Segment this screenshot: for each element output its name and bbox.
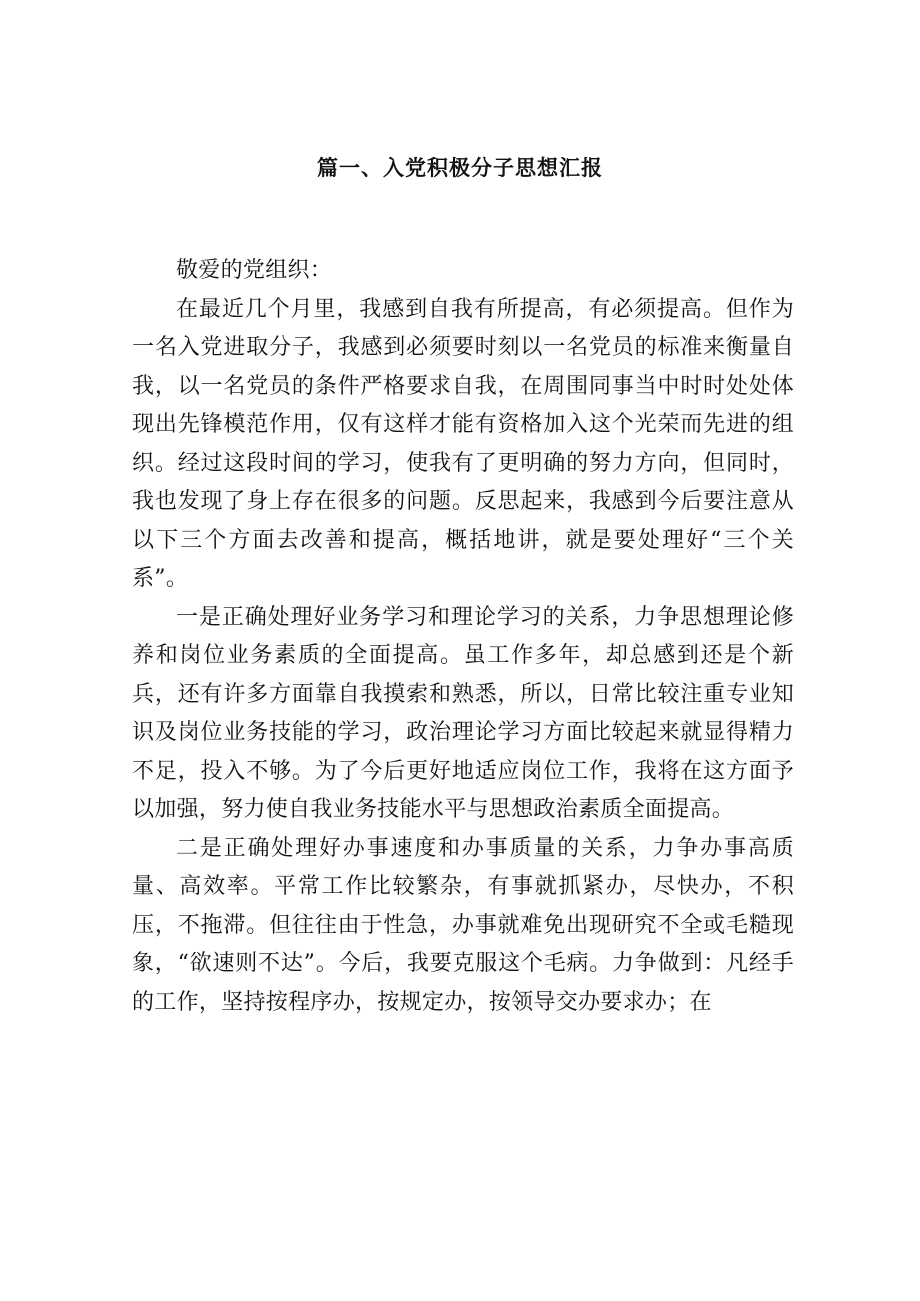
document-title: 篇一、入党积极分子思想汇报 (317, 155, 603, 180)
document-body (132, 252, 794, 1022)
salutation: 敬爱的党组织： (176, 258, 333, 283)
paragraph-2: 一是正确处理好业务学习和理论学习的关系，力争思想理论修养和岗位业务素质的全面提高。虽工作多年，却总感到还是个新兵，还有许多方面靠自我摸索和熟悉，所以，日常比较注重专业知识及岗位业务技能的学习，政治理论学习方面比较起来就显得精力不足，投入不够。为了今后更好地适应岗位工作，我将在这方面予以加强，努力使自我业务技能水平与思想政治素质全面提高。 (132, 604, 794, 822)
paragraph-3: 二是正确处理好办事速度和办事质量的关系，力争办事高质量、高效率。平常工作比较繁杂，有事就抓紧办，尽快办，不积压，不拖滞。但往往由于性急，办事就难免出现研究不全或毛糙现象，“欲速则不达”。今后，我要克服这个毛病。力争做到：凡经手的工作，坚持按程序办，按规定办，按领导交办要求办；在 (132, 835, 794, 1015)
paragraph-1: 在最近几个月里，我感到自我有所提高，有必须提高。但作为一名入党进取分子，我感到必须要时刻以一名党员的标准来衡量自我，以一名党员的条件严格要求自我，在周围同事当中时时处处体现出先锋模范作用，仅有这样才能有资格加入这个光荣而先进的组织。经过这段时间的学习，使我有了更明确的努力方向，但同时，我也发现了身上存在很多的问题。反思起来，我感到今后要注意从以下三个方面去改善和提高，概括地讲，就是要处理好“三个关系”。 (132, 296, 794, 591)
